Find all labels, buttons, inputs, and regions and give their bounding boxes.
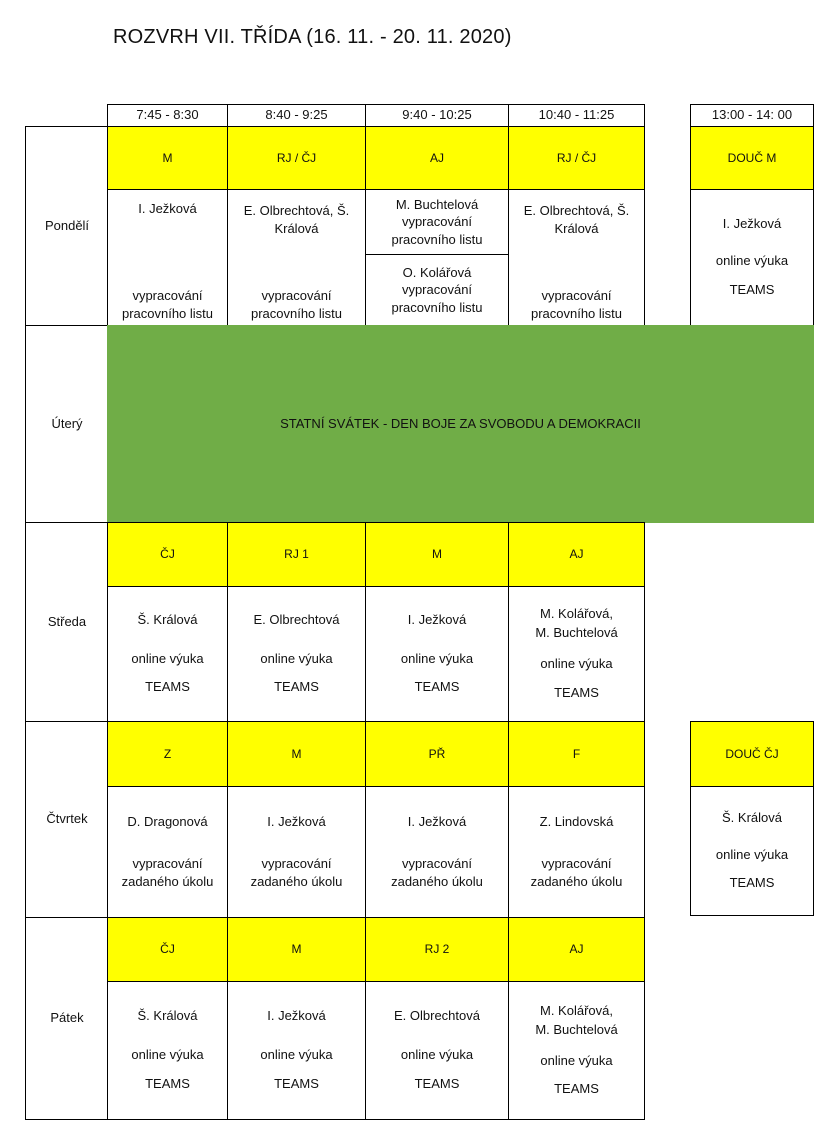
monday-cell-1 [107,189,228,326]
day-thursday: Čtvrtek [46,811,88,827]
monday-subject-1: M [107,126,228,190]
wednesday-subject-1: ČJ [107,522,228,587]
thursday-cell-1 [107,786,228,918]
note: online výuka [260,1047,333,1063]
note: vypracování [132,855,203,871]
note: TEAMS [414,679,460,695]
day-monday: Pondělí [44,217,90,233]
wednesday-cell-4 [508,586,645,722]
thursday-subject-1: Z [107,721,228,787]
teacher: E. Olbrechtová [394,1008,480,1024]
note: vypracování [261,855,332,871]
wednesday-subject-4: AJ [508,522,645,587]
teacher: I. Ježková [722,216,782,232]
friday-cell-2 [227,981,366,1120]
day-wednesday: Středa [47,613,87,629]
teacher: I. Ježková [138,201,197,216]
note: vypracování [401,214,473,230]
note: vypracování [541,287,612,303]
note: online výuka [260,650,333,666]
note: pracovního listu [391,231,483,247]
friday-cell-4 [508,981,645,1120]
teacher: M. Kolářová, [540,1002,613,1018]
wednesday-subject-2: RJ 1 [227,522,366,587]
time-slot-5: 13:00 - 14: 00 [690,104,814,127]
teacher: E. Olbrechtová, Š. [523,203,630,218]
friday-cell-1 [107,981,228,1120]
note: pracovního listu [121,305,214,321]
teacher: E. Olbrechtová, Š. [243,203,350,218]
teacher: Králová [554,221,599,237]
teacher: M. Buchtelová [535,625,618,641]
monday-cell-5 [690,189,814,326]
note: zadaného úkolu [530,874,623,890]
page-title: ROZVRH VII. TŘÍDA (16. 11. - 20. 11. 2020) [113,26,512,48]
note: online výuka [131,1047,204,1063]
friday-subject-4: AJ [508,917,645,982]
note: TEAMS [554,1081,599,1097]
note: TEAMS [274,1075,319,1091]
note: TEAMS [274,679,319,695]
note: online výuka [131,650,204,666]
note: online výuka [400,1047,474,1063]
teacher: M. Buchtelová [535,1021,618,1037]
friday-subject-3: RJ 2 [365,917,509,982]
note: TEAMS [145,679,190,695]
monday-cell-2 [227,189,366,326]
teacher: I. Ježková [267,1008,326,1024]
wednesday-cell-2 [227,586,366,722]
monday-cell-3b [365,254,509,326]
note: online výuka [715,846,789,862]
note: pracovního listu [250,305,343,321]
note: vypracování [132,287,203,303]
monday-cell-4 [508,189,645,326]
teacher: Z. Lindovská [539,813,614,829]
note: pracovního listu [391,299,483,315]
thursday-subject-3: PŘ [365,721,509,787]
thursday-cell-2 [227,786,366,918]
note: TEAMS [145,1075,190,1091]
day-tuesday: Úterý [51,415,83,431]
thursday-subject-4: F [508,721,645,787]
monday-subject-3: AJ [365,126,509,190]
note: vypracování [401,282,473,298]
note: zadaného úkolu [121,874,214,890]
monday-cell-3a [365,189,509,255]
note: online výuka [715,253,789,269]
thursday-cell-4 [508,786,645,918]
time-slot-4: 10:40 - 11:25 [508,104,645,127]
teacher: I. Ježková [267,813,326,829]
teacher: Š. Králová [137,1008,198,1024]
wednesday-subject-3: M [365,522,509,587]
note: TEAMS [554,684,599,700]
note: vypracování [261,287,332,303]
time-slot-3: 9:40 - 10:25 [365,104,509,127]
note: online výuka [540,656,613,671]
monday-subject-4: RJ / ČJ [508,126,645,190]
note: TEAMS [414,1075,460,1091]
thursday-subject-5: DOUČ ČJ [690,721,814,787]
friday-cell-3 [365,981,509,1120]
note: TEAMS [729,281,775,297]
friday-subject-1: ČJ [107,917,228,982]
friday-subject-2: M [227,917,366,982]
teacher: E. Olbrechtová [253,611,340,627]
note: TEAMS [729,875,775,891]
time-slot-2: 8:40 - 9:25 [227,104,366,127]
teacher: Š. Králová [137,611,198,627]
teacher: Š. Králová [722,809,782,825]
monday-subject-5: DOUČ M [690,126,814,190]
thursday-subject-2: M [227,721,366,787]
note: pracovního listu [530,305,623,321]
teacher: D. Dragonová [127,813,208,829]
teacher: O. Kolářová [402,265,472,281]
note: online výuka [540,1052,613,1068]
wednesday-cell-1 [107,586,228,722]
note: zadaného úkolu [391,874,483,890]
teacher: M. Kolářová, [540,606,613,622]
teacher: Králová [274,221,319,237]
note: online výuka [400,650,474,666]
note: vypracování [401,855,473,871]
note: zadaného úkolu [250,874,343,890]
time-slot-1: 7:45 - 8:30 [107,104,228,127]
wednesday-cell-3 [365,586,509,722]
note: vypracování [541,855,612,871]
teacher: M. Buchtelová [395,197,479,213]
teacher: I. Ježková [407,813,467,829]
thursday-cell-3 [365,786,509,918]
thursday-cell-5 [690,786,814,916]
holiday-banner: STATNÍ SVÁTEK - DEN BOJE ZA SVOBODU A DEMOKRACII [107,325,814,523]
teacher: I. Ježková [407,611,467,627]
monday-subject-2: RJ / ČJ [227,126,366,190]
day-friday: Pátek [50,1010,84,1026]
